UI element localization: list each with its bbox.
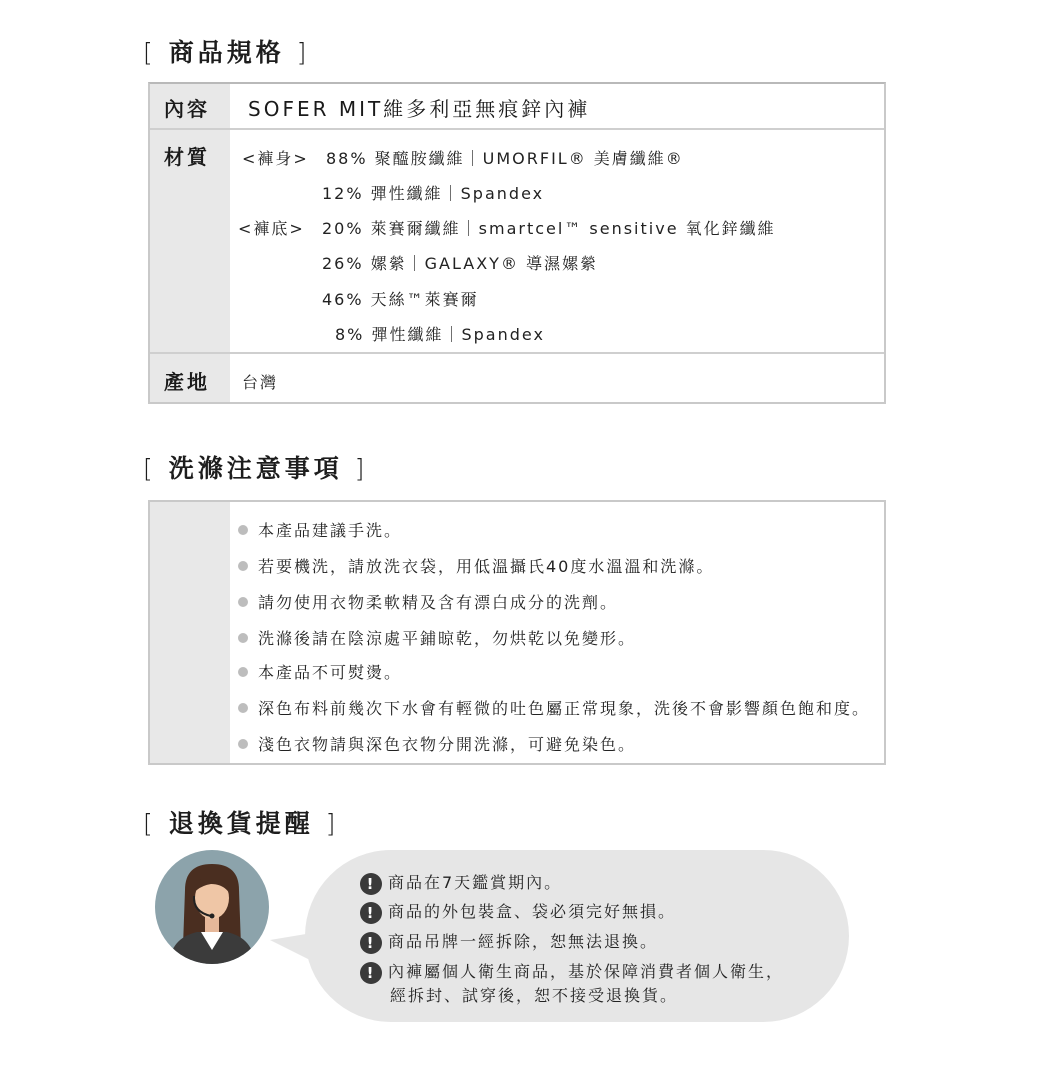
exclamation-icon: ! <box>360 932 382 954</box>
return-item: ! 商品在7天鑑賞期內。 <box>360 872 562 895</box>
bullet-dot-icon <box>238 561 248 571</box>
exclamation-icon: ! <box>360 902 382 924</box>
return-item: ! 商品吊牌一經拆除，恕無法退換。 <box>360 931 658 954</box>
bullet-dot-icon <box>238 525 248 535</box>
material-line: 88% 聚醯胺纖維｜UMORFIL® 美膚纖維® <box>326 149 684 168</box>
material-line: 12% 彈性纖維｜Spandex <box>322 184 545 203</box>
care-item: 洗滌後請在陰涼處平鋪晾乾，勿烘乾以免變形。 <box>238 626 636 649</box>
care-box <box>148 500 886 765</box>
return-item-continuation: 經拆封、試穿後，恕不接受退換貨。 <box>390 986 679 1005</box>
bullet-dot-icon <box>238 667 248 677</box>
exclamation-icon: ! <box>360 873 382 895</box>
spec-table <box>148 82 886 404</box>
care-item: 若要機洗，請放洗衣袋，用低溫攝氏40度水溫溫和洗滌。 <box>238 554 714 577</box>
bullet-dot-icon <box>238 739 248 749</box>
spec-label-material: 材質 <box>150 130 230 352</box>
bullet-dot-icon <box>238 703 248 713</box>
material-part-body: <褲身> <box>242 149 309 168</box>
material-line: 20% 萊賽爾纖維｜smartcel™ sensitive 氧化鋅纖維 <box>322 219 776 238</box>
care-item: 淺色衣物請與深色衣物分開洗滌，可避免染色。 <box>238 732 636 755</box>
material-part-crotch: <褲底> <box>238 219 305 238</box>
spec-label-origin: 產地 <box>150 354 230 402</box>
care-section-title: [ 洗滌注意事項 ] <box>143 454 369 483</box>
spec-section-title: [ 商品規格 ] <box>143 38 311 67</box>
spec-value-origin: 台灣 <box>242 373 279 392</box>
spec-label-content: 內容 <box>150 84 230 128</box>
spec-row-material <box>150 130 884 354</box>
bullet-dot-icon <box>238 633 248 643</box>
care-side-bar <box>150 502 230 763</box>
material-line: 8% 彈性纖維｜Spandex <box>335 325 545 344</box>
return-section-title: [ 退換貨提醒 ] <box>143 809 340 838</box>
care-item: 深色布料前幾次下水會有輕微的吐色屬正常現象，洗後不會影響顏色飽和度。 <box>238 696 870 719</box>
return-item: ! 商品的外包裝盒、袋必須完好無損。 <box>360 901 676 924</box>
care-item: 本產品建議手洗。 <box>238 518 402 541</box>
material-line: 26% 嫘縈｜GALAXY® 導濕嫘縈 <box>322 254 599 273</box>
spec-row-origin <box>150 354 884 402</box>
customer-service-avatar-icon <box>155 850 269 964</box>
spec-row-content <box>150 84 884 130</box>
care-item: 本產品不可熨燙。 <box>238 660 402 683</box>
return-item: ! 內褲屬個人衛生商品，基於保障消費者個人衛生， <box>360 961 784 984</box>
bullet-dot-icon <box>238 597 248 607</box>
care-item: 請勿使用衣物柔軟精及含有漂白成分的洗劑。 <box>238 590 618 613</box>
material-line: 46% 天絲™萊賽爾 <box>322 290 479 309</box>
spec-value-content: SOFER MIT維多利亞無痕鋅內褲 <box>248 97 591 121</box>
exclamation-icon: ! <box>360 962 382 984</box>
